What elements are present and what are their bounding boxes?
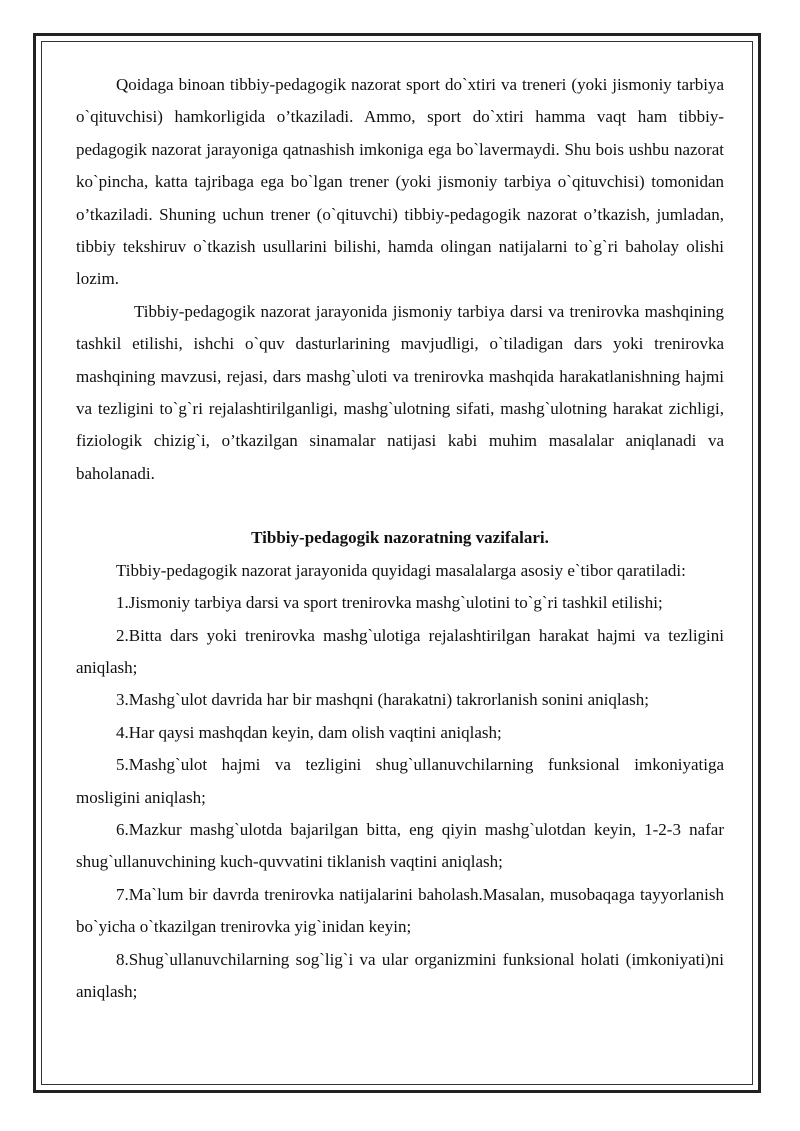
list-item: 3.Mashg`ulot davrida har bir mashqni (harakatni) takrorlanish sonini aniqlash; <box>116 690 650 710</box>
list-item: 4.Har qaysi mashqdan keyin, dam olish vaqtini aniqlash; <box>116 722 502 742</box>
list-item: 7.Ma`lum bir davrda trenirovka natijalarini baholash.Masalan, musobaqaga tayyorlanish bo`yicha o`tkazilgan trenirovka yig`inidan keyin; <box>76 884 724 937</box>
list-item: 1.Jismoniy tarbiya darsi va sport trenirovka mashg`ulotini to`g`ri tashkil etilishi; <box>116 593 663 613</box>
list-item: 5.Mashg`ulot hajmi va tezligini shug`ullanuvchilarning funksional imkoniyatiga mosligini aniqlash; <box>76 755 724 807</box>
paragraph-intro: Qoidaga binoan tibbiy-pedagogik nazorat sport do`xtiri va treneri (yoki jismoniy tarbiya o`qituvchisi) hamkorligida o’tkaziladi. Ammo, sport do`xtiri hamma vaqt ham tibbiy-pedagogik nazorat jarayoniga qatnashish imkoniga ega bo`lavermaydi. Shu bois ushbu nazorat ko`pincha, katta tajribaga ega bo`lgan trener (yoki jismoniy tarbiya o`qituvchisi) tomonidan o’tkaziladi. Shuning uchun trener (o`qituvchi) tibbiy-pedagogik nazorat o’tkazish, jumladan, tibbiy tekshiruv o`tkazish usullarini bilishi, hamda olingan natijalarni to`g`ri baholay olishi lozim. <box>76 75 724 289</box>
list-item: 8.Shug`ullanuvchilarning sog`lig`i va ular organizmini funksional holati (imkoniyati)ni aniqlash; <box>76 949 724 1001</box>
document-body <box>76 69 724 1008</box>
paragraph-process: Tibbiy-pedagogik nazorat jarayonida jismoniy tarbiya darsi va trenirovka mashqining tashkil etilishi, ishchi o`quv dasturlarining mavjudligi, o`tiladigan dars yoki trenirovka mashqining mavzusi, rejasi, dars mashg`uloti va trenirovka mashqida harakatlanishning hajmi va tezligini to`g`ri rejalashtirilganligi, mashg`ulotning sifati, mashg`ulotning harakat zichligi, fiziologik chizig`i, o’tkazilgan sinamalar natijasi kabi muhim masalalar aniqlanadi va baholanadi. <box>76 301 724 483</box>
list-item: 6.Mazkur mashg`ulotda bajarilgan bitta, eng qiyin mashg`ulotdan keyin, 1-2-3 nafar shug`ullanuvchining kuch-quvvatini tiklanish vaqtini aniqlash; <box>76 819 724 872</box>
list-item: 2.Bitta dars yoki trenirovka mashg`ulotiga rejalashtirilgan harakat hajmi va tezligini aniqlash; <box>76 625 724 677</box>
section-title: Tibbiy-pedagogik nazoratning vazifalari. <box>251 528 549 548</box>
list-intro: Tibbiy-pedagogik nazorat jarayonida quyidagi masalalarga asosiy e`tibor qaratiladi: <box>116 560 686 580</box>
